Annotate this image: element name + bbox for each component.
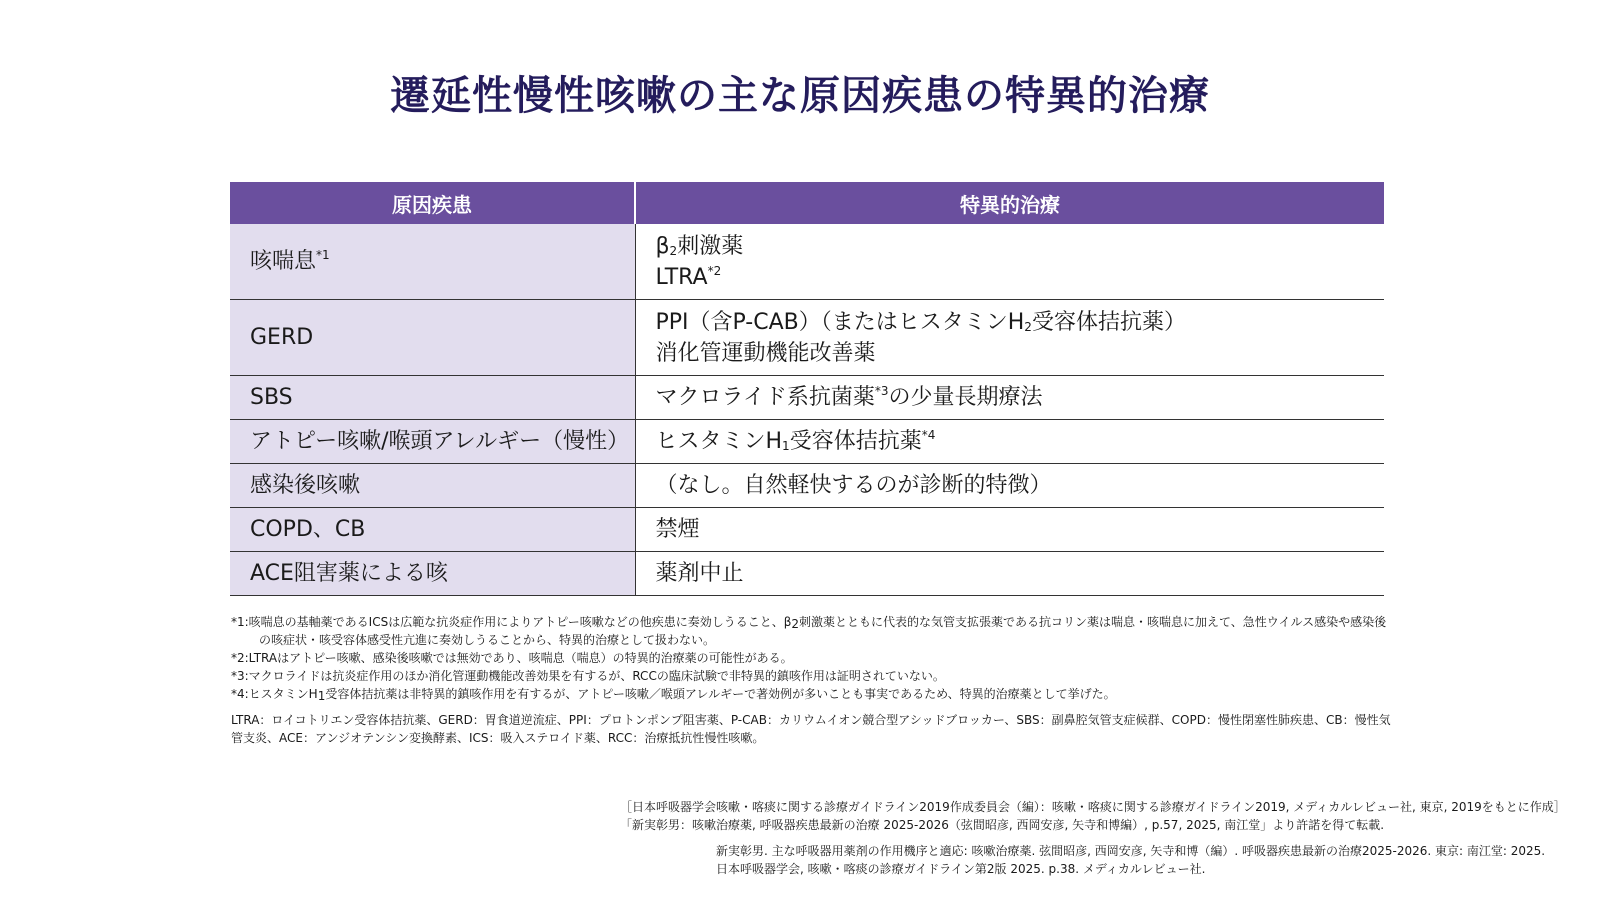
- footnote-1: *1:咳喘息の基軸薬であるICSは広範な抗炎症作用によりアトピー咳嗽などの他疾患に奏効しうること、$\beta_2$刺激薬とともに代表的な気管支拡張薬である抗コリン薬は喘息・咳喘息に加えて、急性ウイルス感染や感染後の咳症状・咳受容体感受性亢進に奏効しうることから、特異的治療として扱わない。: [231, 615, 1387, 647]
- source-line-1: ［日本呼吸器学会咳嗽・喀痰に関する診療ガイドライン2019作成委員会（編）：咳嗽・喀痰に関する診療ガイドライン2019, メディカルレビュー社, 東京, 2019をもとに作成］: [620, 800, 1566, 814]
- footnote-3: *3:マクロライドは抗炎症作用のほか消化管運動機能改善効果を有するが、RCCの臨床試験で非特異的鎮咳作用は証明されていない。: [231, 669, 945, 683]
- references: [716, 842, 1596, 878]
- treatment-cell: 薬剤中止: [635, 552, 1384, 596]
- table-row: [230, 464, 1384, 508]
- table-header-row: [230, 182, 1384, 224]
- disease-cell: 感染後咳嗽: [230, 464, 635, 508]
- abbreviations: LTRA：ロイコトリエン受容体拮抗薬、GERD：胃食道逆流症、PPI：プロトンポンプ阻害薬、P-CAB：カリウムイオン競合型アシッドブロッカー、SBS：副鼻腔気管支症候群、COPD：慢性閉塞性肺疾患、CB：慢性気管支炎、ACE：アンジオテンシン変換酵素、ICS：吸入ステロイド薬、RCC：治療抵抗性慢性咳嗽。: [231, 713, 1391, 745]
- page-title: 遷延性慢性咳嗽の主な原因疾患の特異的治療: [390, 73, 1210, 119]
- treatment-table: [230, 182, 1384, 596]
- source-citation: [620, 798, 1580, 834]
- table-row: [230, 420, 1384, 464]
- table-row: [230, 224, 1384, 300]
- treatment-cell: （なし。自然軽快するのが診断的特徴）: [635, 464, 1384, 508]
- footnote-2: *2:LTRAはアトピー咳嗽、感染後咳嗽では無効であり、咳喘息（喘息）の特異的治療薬の可能性がある。: [231, 651, 793, 665]
- disease-cell: COPD、CB: [230, 508, 635, 552]
- treatment-cell: PPI（含P-CAB）（またはヒスタミン$H_2$受容体拮抗薬） 消化管運動機能改善薬: [635, 300, 1384, 376]
- table-row: [230, 300, 1384, 376]
- footnote-4: *4:ヒスタミン$H_1$受容体拮抗薬は非特異的鎮咳作用を有するが、アトピー咳嗽／喉頭アレルギーで著効例が多いことも事実であるため、特異的治療薬として挙げた。: [231, 687, 1116, 703]
- treatment-cell: 禁煙: [635, 508, 1384, 552]
- footnotes: [231, 613, 1391, 703]
- table-row: [230, 376, 1384, 420]
- disease-cell: アトピー咳嗽/喉頭アレルギー（慢性）: [230, 420, 635, 464]
- treatment-cell: マクロライド系抗菌薬$^{*3}$の少量長期療法: [635, 376, 1384, 420]
- treatment-cell: $\beta_2$刺激薬 LTRA$^{*2}$: [635, 224, 1384, 300]
- reference-2: 日本呼吸器学会, 咳嗽・喀痰の診療ガイドライン第2版 2025. p.38. メディカルレビュー社.: [716, 862, 1206, 876]
- disease-cell: SBS: [230, 376, 635, 420]
- disease-cell: ACE阻害薬による咳: [230, 552, 635, 596]
- table-row: [230, 552, 1384, 596]
- disease-cell: GERD: [230, 300, 635, 376]
- table-row: [230, 508, 1384, 552]
- source-line-2: 「新実彰男：咳嗽治療薬, 呼吸器疾患最新の治療 2025-2026（弦間昭彦, 西岡安彦, 矢寺和博編）, p.57, 2025, 南江堂」より許諾を得て転載.: [620, 818, 1385, 832]
- header-disease: 原因疾患: [230, 182, 635, 224]
- treatment-cell: ヒスタミン$H_1$受容体拮抗薬$^{*4}$: [635, 420, 1384, 464]
- reference-1: 新実彰男. 主な呼吸器用薬剤の作用機序と適応: 咳嗽治療薬. 弦間昭彦, 西岡安彦, 矢寺和博（編）. 呼吸器疾患最新の治療2025-2026. 東京: 南江堂: 2025.: [716, 844, 1546, 858]
- header-treatment: 特異的治療: [635, 182, 1384, 224]
- disease-cell: 咳喘息$^{*1}$: [230, 224, 635, 300]
